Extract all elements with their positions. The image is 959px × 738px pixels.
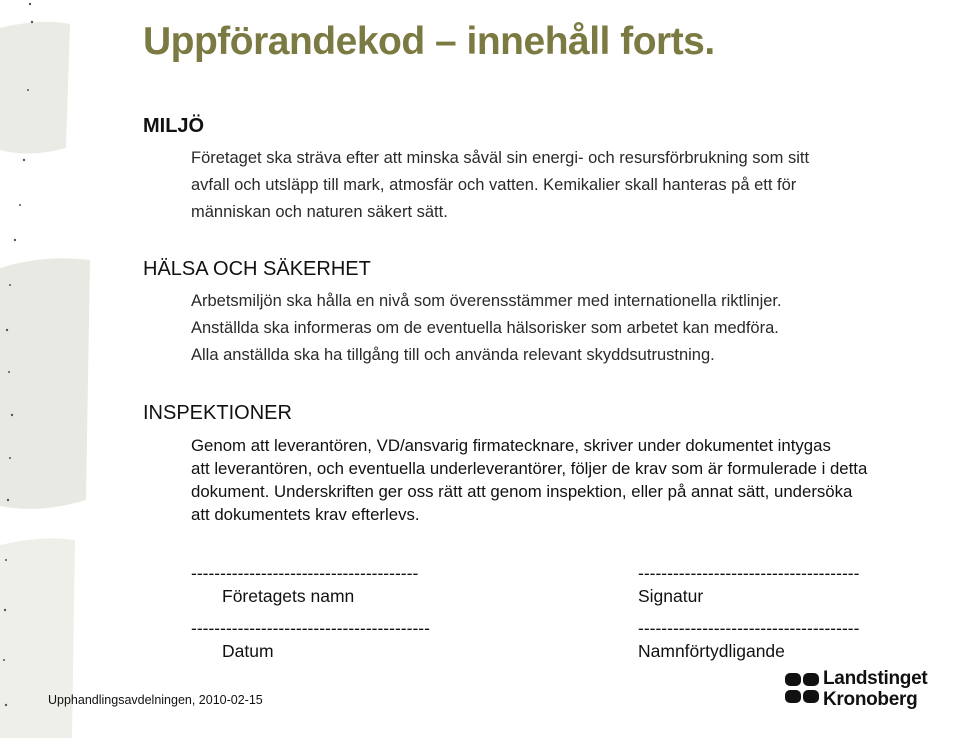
section-heading-inspektioner: INSPEKTIONER xyxy=(143,402,292,424)
text-line: att leverantören, och eventuella underleverantörer, följer de krav som är formulerade i detta xyxy=(191,459,868,478)
signature-line-date: ----------------------------------------- xyxy=(191,618,430,638)
decorative-shapes xyxy=(0,0,110,738)
company-name-label: Företagets namn xyxy=(222,586,355,606)
signature-line-name: -------------------------------------- xyxy=(638,618,860,638)
logo-line-2: Kronoberg xyxy=(823,689,918,710)
section-body-miljo xyxy=(191,145,809,226)
signature-label: Signatur xyxy=(638,586,704,606)
section-body-inspektioner xyxy=(191,434,867,526)
text-line: att dokumentets krav efterlevs. xyxy=(191,505,420,524)
logo-wordmark xyxy=(823,668,927,710)
text-line: Genom att leverantören, VD/ansvarig firmatecknare, skriver under dokumentet intygas xyxy=(191,436,831,455)
signature-line-signature: -------------------------------------- xyxy=(638,563,860,583)
signature-line-company: --------------------------------------- xyxy=(191,563,419,583)
text-line: avfall och utsläpp till mark, atmosfär och vatten. Kemikalier skall hanteras på ett för xyxy=(191,176,797,194)
name-clarification-label: Namnförtydligande xyxy=(638,641,785,661)
logo-line-1: Landstinget xyxy=(823,668,928,689)
landstinget-logo-mark-icon xyxy=(785,670,821,708)
text-line: Anställda ska informeras om de eventuella hälsorisker som arbetet kan medföra. xyxy=(191,319,779,337)
section-body-halsa xyxy=(191,288,782,369)
text-line: dokument. Underskriften ger oss rätt att genom inspektion, eller på annat sätt, undersöka xyxy=(191,482,853,501)
section-heading-halsa: HÄLSA OCH SÄKERHET xyxy=(143,258,371,280)
slide-title: Uppförandekod – innehåll forts. xyxy=(143,20,715,63)
section-heading-miljo: MILJÖ xyxy=(143,115,205,137)
text-line: människan och naturen säkert sätt. xyxy=(191,203,448,221)
footer-text: Upphandlingsavdelningen, 2010-02-15 xyxy=(48,693,263,707)
text-line: Företaget ska sträva efter att minska såväl sin energi- och resursförbrukning som sitt xyxy=(191,149,810,167)
text-line: Arbetsmiljön ska hålla en nivå som överensstämmer med internationella riktlinjer. xyxy=(191,292,782,310)
date-label: Datum xyxy=(222,641,274,661)
text-line: Alla anställda ska ha tillgång till och använda relevant skyddsutrustning. xyxy=(191,346,715,364)
